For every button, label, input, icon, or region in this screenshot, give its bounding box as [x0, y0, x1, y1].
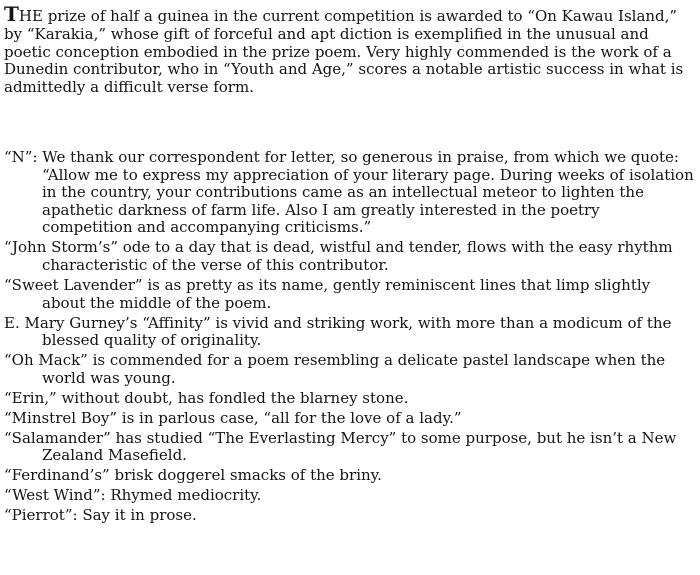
note-item: “Oh Mack” is commended for a poem resembling a delicate pastel landscape when the world was young.	[4, 351, 666, 387]
note-item: E. Mary Gurney’s “Affinity” is vivid and striking work, with more than a modicum of the blessed quality of originality.	[4, 313, 672, 350]
note-item: “Ferdinand’s” brisk doggerel smacks of the briny.	[4, 466, 382, 485]
note-item: “N”: We thank our correspondent for letter, so generous in praise, from which we quote: “Allow me to express my appreciation of your literary page. During weeks of isolation in the country, your contributions came as an intellectual meteor to lighten the apathetic darkness of farm life. Also I am greatly interested in the poetry competition and accompanying criticisms.”	[4, 148, 694, 237]
note-item: “Salamander” has studied “The Everlasting Mercy” to some purpose, but he isn’t a New Zealand Masefield.	[4, 428, 677, 465]
note-item: “Minstrel Boy” is in parlous case, “all for the love of a lady.”	[4, 408, 462, 427]
lead-text: HE prize of half a guinea in the current competition is awarded to “On Kawau Island,” by “Karakia,” whose gift of forceful and apt diction is exemplified in the unusual and poetic conception embodied in the prize poem. Very highly commended is the work of a Dunedin contributor, who in “Youth and Age,” scores a notable artistic success in what is admittedly a difficult verse form.	[4, 7, 684, 97]
lead-paragraph	[4, 2, 694, 97]
note-item: “Pierrot”: Say it in prose.	[4, 506, 197, 525]
correspondent-notes	[4, 149, 694, 527]
note-item: “Sweet Lavender” is as pretty as its name, gently reminiscent lines that limp slightly about the middle of the poem.	[4, 275, 651, 312]
note-item: “John Storm’s” ode to a day that is dead, wistful and tender, flows with the easy rhythm characteristic of the verse of this contributor.	[4, 238, 673, 274]
drop-cap: T	[4, 2, 19, 26]
note-item: “West Wind”: Rhymed mediocrity.	[4, 486, 262, 505]
note-item: “Erin,” without doubt, has fondled the blarney stone.	[4, 388, 409, 407]
